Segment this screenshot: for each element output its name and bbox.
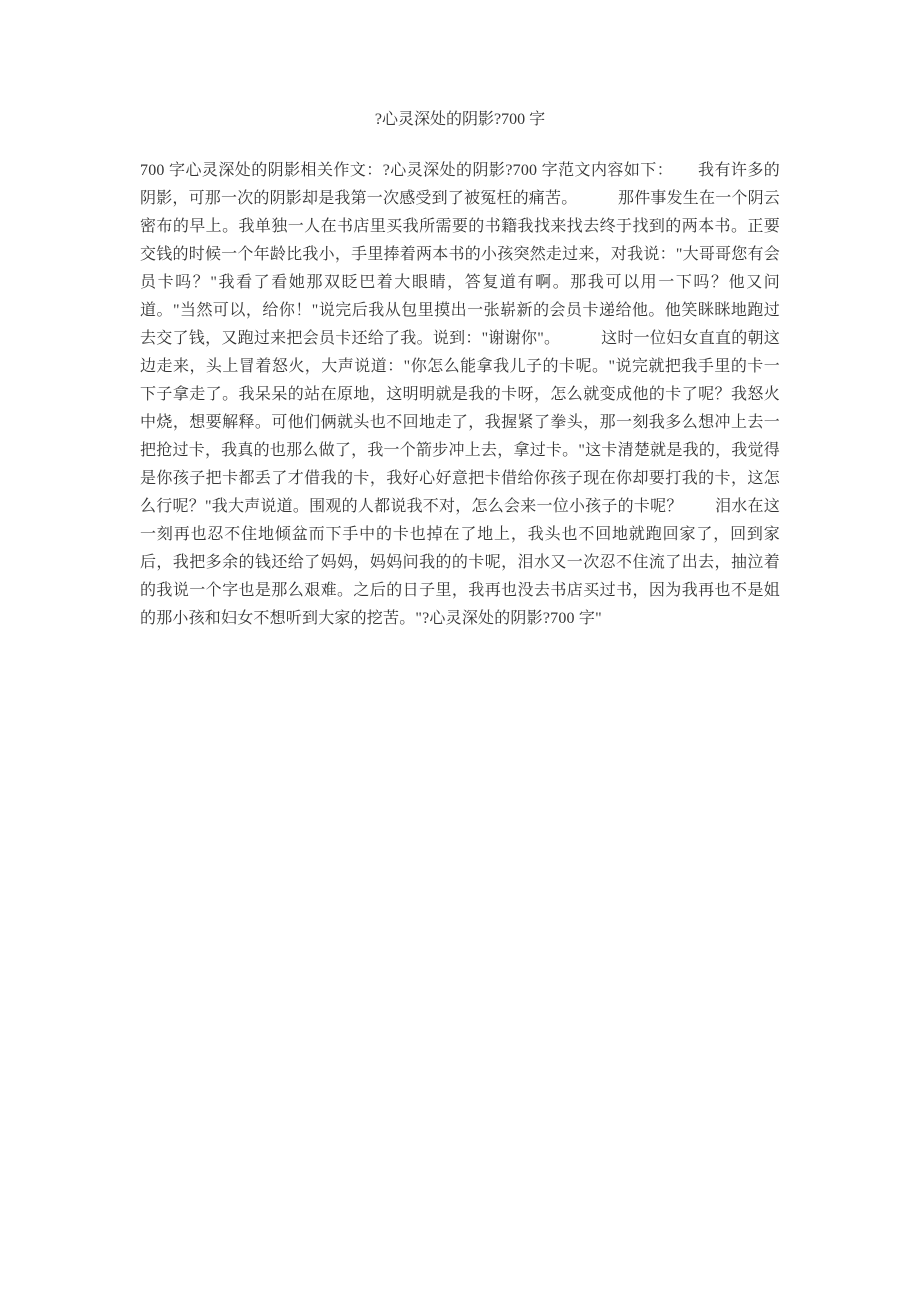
document-body-paragraph: 700 字心灵深处的阴影相关作文：?心灵深处的阴影?700 字范文内容如下： 我有许多的阴影，可那一次的阴影却是我第一次感受到了被冤枉的痛苦。 那件事发生在一个阴云密布的早上。我单独一人在书店里买我所需要的书籍我找来找去终于找到的两本书。正要交钱的时候一个年龄比我小，手里捧着两本书的小孩突然走过来，对我说："大哥哥您有会员卡吗？"我看了看她那双眨巴着大眼睛，答复道有啊。那我可以用一下吗？他又问道。"当然可以，给你！"说完后我从包里摸出一张崭新的会员卡递给他。他笑眯眯地跑过去交了钱，又跑过来把会员卡还给了我。说到："谢谢你"。 这时一位妇女直直的朝这边走来，头上冒着怒火，大声说道："你怎么能拿我儿子的卡呢。"说完就把我手里的卡一下子拿走了。我呆呆的站在原地，这明明就是我的卡呀，怎么就变成他的卡了呢？我怒火中烧，想要解释。可他们俩就头也不回地走了，我握紧了拳头，那一刻我多么想冲上去一把抢过卡，我真的也那么做了，我一个箭步冲上去，拿过卡。"这卡清楚就是我的，我觉得是你孩子把卡都丢了才借我的卡，我好心好意把卡借给你孩子现在你却要打我的卡，这怎么行呢？"我大声说道。围观的人都说我不对，怎么会来一位小孩子的卡呢？ 泪水在这一刻再也忍不住地倾盆而下手中的卡也掉在了地上，我头也不回地就跑回家了，回到家后，我把多余的钱还给了妈妈，妈妈问我的的卡呢，泪水又一次忍不住流了出去，抽泣着的我说一个字也是那么艰难。之后的日子里，我再也没去书店买过书，因为我再也不是姐的那小孩和妇女不想听到大家的挖苦。"?心灵深处的阴影?700 字" <box>140 162 781 627</box>
document-title: ?心灵深处的阴影?700 字 <box>374 111 546 128</box>
